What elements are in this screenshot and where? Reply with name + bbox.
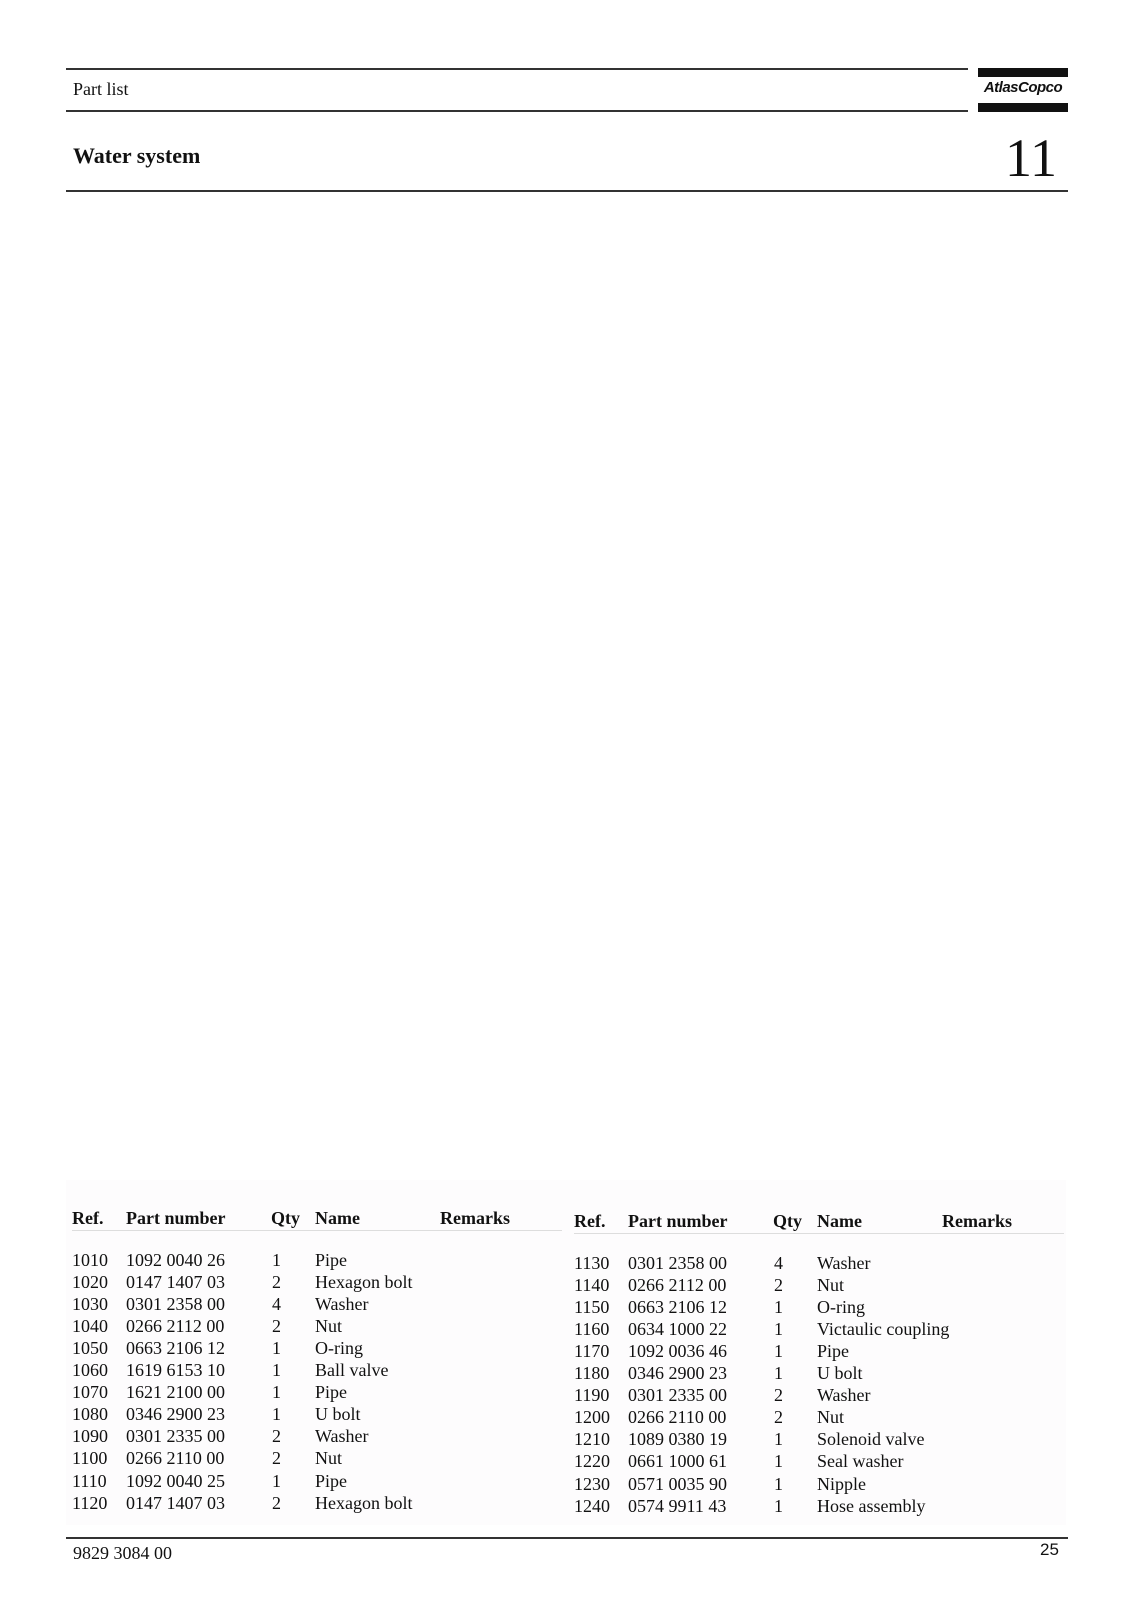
cell-qty: 4 (272, 1294, 281, 1315)
cell-name: O-ring (817, 1297, 865, 1318)
cell-qty: 1 (774, 1473, 783, 1494)
section-title: Water system (73, 143, 201, 168)
footer-rule (66, 1537, 1068, 1539)
cell-part-number: 0266 2110 00 (126, 1448, 225, 1469)
cell-name: U bolt (315, 1404, 361, 1425)
cell-name: U bolt (817, 1363, 863, 1384)
cell-ref: 1070 (72, 1382, 108, 1403)
header-label: Part list (73, 79, 129, 99)
cell-part-number: 0266 2112 00 (628, 1275, 727, 1296)
cell-name: Ball valve (315, 1360, 389, 1381)
cell-name: Nut (315, 1448, 342, 1469)
col-header-remarks: Remarks (942, 1211, 1012, 1231)
cell-qty: 1 (774, 1319, 783, 1340)
col-header-remarks: Remarks (440, 1208, 510, 1228)
cell-name: Washer (315, 1426, 369, 1447)
cell-ref: 1110 (72, 1470, 107, 1491)
cell-qty: 2 (272, 1272, 281, 1293)
header-top-rule (66, 68, 968, 70)
cell-qty: 1 (774, 1451, 783, 1472)
cell-part-number: 1089 0380 19 (628, 1429, 727, 1450)
cell-qty: 1 (774, 1363, 783, 1384)
cell-part-number: 0266 2112 00 (126, 1316, 225, 1337)
cell-ref: 1170 (574, 1341, 610, 1362)
cell-name: Pipe (315, 1382, 348, 1403)
cell-ref: 1140 (574, 1275, 610, 1296)
cell-part-number: 0266 2110 00 (628, 1407, 727, 1428)
document-number: 9829 3084 00 (73, 1543, 172, 1563)
cell-name: Nut (817, 1407, 844, 1428)
cell-qty: 4 (774, 1253, 783, 1273)
cell-name: Seal washer (817, 1451, 904, 1472)
cell-qty: 1 (272, 1382, 281, 1403)
cell-name: Pipe (817, 1341, 850, 1362)
cell-part-number: 1092 0040 25 (126, 1470, 225, 1491)
col-header-name: Name (315, 1208, 360, 1228)
col-header-ref: Ref. (574, 1211, 606, 1231)
cell-name: Pipe (315, 1250, 348, 1270)
cell-qty: 2 (774, 1385, 783, 1406)
cell-ref: 1200 (574, 1407, 610, 1428)
cell-qty: 1 (774, 1297, 783, 1318)
cell-name: Nipple (817, 1473, 866, 1494)
cell-ref: 1060 (72, 1360, 108, 1381)
cell-name: Washer (817, 1385, 871, 1406)
col-header-qty: Qty (773, 1211, 802, 1231)
cell-ref: 1100 (72, 1448, 108, 1469)
cell-qty: 2 (272, 1426, 281, 1447)
cell-part-number: 1092 0036 46 (628, 1341, 727, 1362)
cell-ref: 1160 (574, 1319, 610, 1340)
cell-ref: 1180 (574, 1363, 610, 1384)
atlas-copco-logo (978, 68, 1068, 112)
cell-part-number: 1621 2100 00 (126, 1382, 225, 1403)
cell-qty: 2 (774, 1407, 783, 1428)
cell-ref: 1010 (72, 1250, 108, 1270)
logo-text: AtlasCopco (983, 79, 1063, 96)
cell-name: Nut (817, 1275, 844, 1296)
cell-ref: 1020 (72, 1272, 108, 1293)
cell-name: Hexagon bolt (315, 1492, 413, 1513)
col-header-name: Name (817, 1211, 862, 1231)
header-bottom-rule (66, 110, 968, 112)
cell-ref: 1120 (72, 1492, 108, 1513)
cell-ref: 1220 (574, 1451, 610, 1472)
cell-qty: 1 (272, 1404, 281, 1425)
page-number: 25 (1040, 1540, 1059, 1559)
cell-ref: 1150 (574, 1297, 610, 1318)
cell-name: Hexagon bolt (315, 1272, 413, 1293)
cell-qty: 1 (774, 1495, 783, 1516)
cell-ref: 1210 (574, 1429, 610, 1450)
cell-part-number: 1092 0040 26 (126, 1250, 225, 1270)
col-header-part-number: Part number (628, 1211, 728, 1231)
cell-name: Solenoid valve (817, 1429, 925, 1450)
cell-name: O-ring (315, 1338, 363, 1359)
cell-name: Washer (315, 1294, 369, 1315)
cell-ref: 1050 (72, 1338, 108, 1359)
cell-name: Pipe (315, 1470, 348, 1491)
cell-qty: 2 (272, 1316, 281, 1337)
cell-name: Hose assembly (817, 1495, 926, 1516)
left-header-rule (72, 1230, 562, 1231)
cell-part-number: 0147 1407 03 (126, 1492, 225, 1513)
cell-part-number: 0663 2106 12 (628, 1297, 727, 1318)
cell-qty: 1 (272, 1360, 281, 1381)
cell-ref: 1030 (72, 1294, 108, 1315)
cell-part-number: 0301 2335 00 (628, 1385, 727, 1406)
cell-qty: 1 (272, 1338, 281, 1359)
cell-ref: 1190 (574, 1385, 610, 1406)
cell-part-number: 1619 6153 10 (126, 1360, 225, 1381)
cell-qty: 1 (774, 1429, 783, 1450)
cell-part-number: 0346 2900 23 (126, 1404, 225, 1425)
cell-qty: 2 (774, 1275, 783, 1296)
cell-qty: 2 (272, 1448, 281, 1469)
cell-name: Victaulic coupling (817, 1319, 950, 1340)
title-rule (66, 190, 1068, 192)
cell-qty: 1 (774, 1341, 783, 1362)
cell-part-number: 0634 1000 22 (628, 1319, 727, 1340)
cell-ref: 1040 (72, 1316, 108, 1337)
col-header-ref: Ref. (72, 1208, 104, 1228)
cell-qty: 2 (272, 1492, 281, 1513)
cell-part-number: 0301 2335 00 (126, 1426, 225, 1447)
cell-ref: 1230 (574, 1473, 610, 1494)
cell-name: Nut (315, 1316, 342, 1337)
cell-part-number: 0571 0035 90 (628, 1473, 727, 1494)
cell-qty: 1 (272, 1250, 281, 1270)
cell-ref: 1130 (574, 1253, 610, 1273)
cell-qty: 1 (272, 1470, 281, 1491)
col-header-part-number: Part number (126, 1208, 226, 1228)
cell-part-number: 0301 2358 00 (126, 1294, 225, 1315)
right-header-rule (574, 1233, 1064, 1234)
cell-ref: 1240 (574, 1495, 610, 1516)
col-header-qty: Qty (271, 1208, 300, 1228)
chapter-number: 11 (1005, 128, 1057, 188)
cell-name: Washer (817, 1253, 871, 1273)
cell-part-number: 0301 2358 00 (628, 1253, 727, 1273)
cell-ref: 1090 (72, 1426, 108, 1447)
cell-ref: 1080 (72, 1404, 108, 1425)
cell-part-number: 0663 2106 12 (126, 1338, 225, 1359)
cell-part-number: 0346 2900 23 (628, 1363, 727, 1384)
cell-part-number: 0574 9911 43 (628, 1495, 727, 1516)
cell-part-number: 0147 1407 03 (126, 1272, 225, 1293)
cell-part-number: 0661 1000 61 (628, 1451, 727, 1472)
